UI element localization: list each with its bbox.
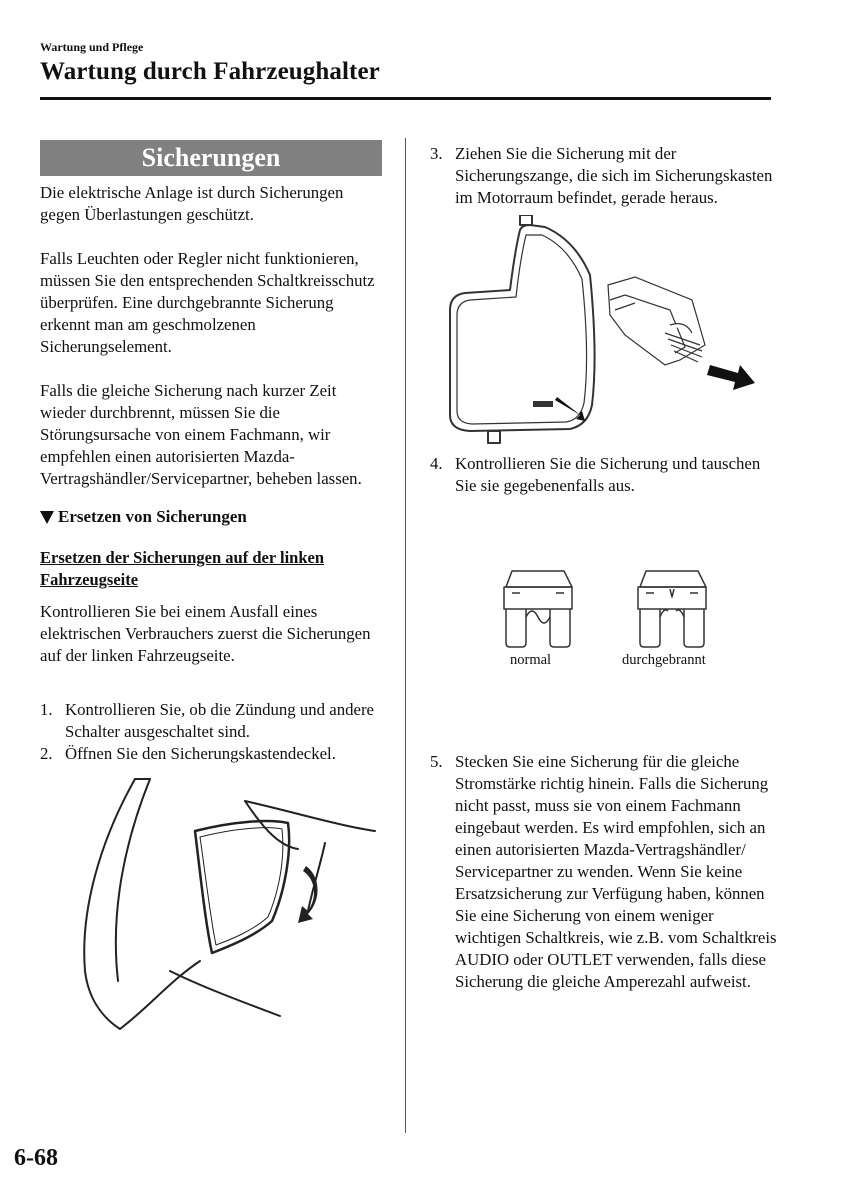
fuse-box-cover-illustration [40,771,380,1031]
steps-list-left [40,699,382,765]
step-number: 1. [40,700,53,719]
step-number: 5. [430,752,443,771]
fuse-comparison-figure [430,497,780,747]
step-item [40,699,382,743]
normal-fuse-illustration [498,567,578,649]
step-text: Kontrollieren Sie die Sicherung und tauschen Sie sie gegebenenfalls aus. [455,454,761,495]
intro-paragraph: Die elektrische Anlage ist durch Sicherungen gegen Überlastungen geschützt. [40,183,344,224]
step-number: 4. [430,454,443,473]
subheading-text: Ersetzen von Sicherungen [58,507,247,526]
step-item [40,743,382,765]
step-text: Öffnen Sie den Sicherungskastendeckel. [65,744,336,763]
triangle-down-icon [40,511,54,524]
step-text: Kontrollieren Sie, ob die Zündung und andere Schalter ausgeschaltet sind. [65,700,374,741]
page-title: Wartung durch Fahrzeughalter [40,58,380,85]
normal-caption: normal [510,652,552,668]
right-column [430,143,780,993]
repeat-failure-paragraph: Falls die gleiche Sicherung nach kurzer Zeit wieder durchbrennt, müssen Sie die Störungsursache von einem Fachmann, wir empfehlen einen autorisierten Mazda-Vertragshändler/Servicepartner, beheben lassen. [40,381,362,488]
fuse-puller-illustration [430,215,770,447]
sub-subheading: Ersetzen der Sicherungen auf der linken Fahrzeugseite [40,548,325,589]
section-label: Wartung und Pflege [40,40,144,54]
blown-fuse-illustration [632,567,712,649]
step-text: Ziehen Sie die Sicherung mit der Sicherungszange, die sich im Sicherungskasten im Motorraum befindet, gerade heraus. [455,144,773,207]
check-paragraph: Falls Leuchten oder Regler nicht funktionieren, müssen Sie den entsprechenden Schaltkreisschutz überprüfen. Eine durchgebrannte Sicherung erkennt man am geschmolzenen Sicherungselement. [40,249,375,356]
step-item [430,751,780,993]
subheading [40,507,382,527]
column-divider [405,138,406,1133]
page-number: 6-68 [14,1145,58,1171]
step-item [430,453,780,497]
step-number: 3. [430,144,443,163]
step-number: 2. [40,744,53,763]
left-side-paragraph: Kontrollieren Sie bei einem Ausfall eines elektrischen Verbrauchers zuerst die Sicherungen auf der linken Fahrzeugseite. [40,602,371,665]
section-heading: Sicherungen [40,140,382,176]
blown-caption: durchgebrannt [622,652,706,668]
step-text: Stecken Sie eine Sicherung für die gleiche Stromstärke richtig hinein. Falls die Sicherung nicht passt, muss sie von einem Fachmann eingebaut werden. Es wird empfohlen, sich an einen autorisierten Mazda-Vertragshändler/ Servicepartner zu wenden. Wenn Sie keine Ersatzsicherung zur Verfügung haben, können Sie eine Sicherung von einem weniger wichtigen Schaltkreis, wie z.B. vom Schaltkreis AUDIO oder OUTLET verwenden, falls diese Sicherung die gleiche Amperezahl aufweist. [455,752,777,991]
left-column [40,140,382,1031]
step-item [430,143,780,209]
title-rule [40,97,771,100]
